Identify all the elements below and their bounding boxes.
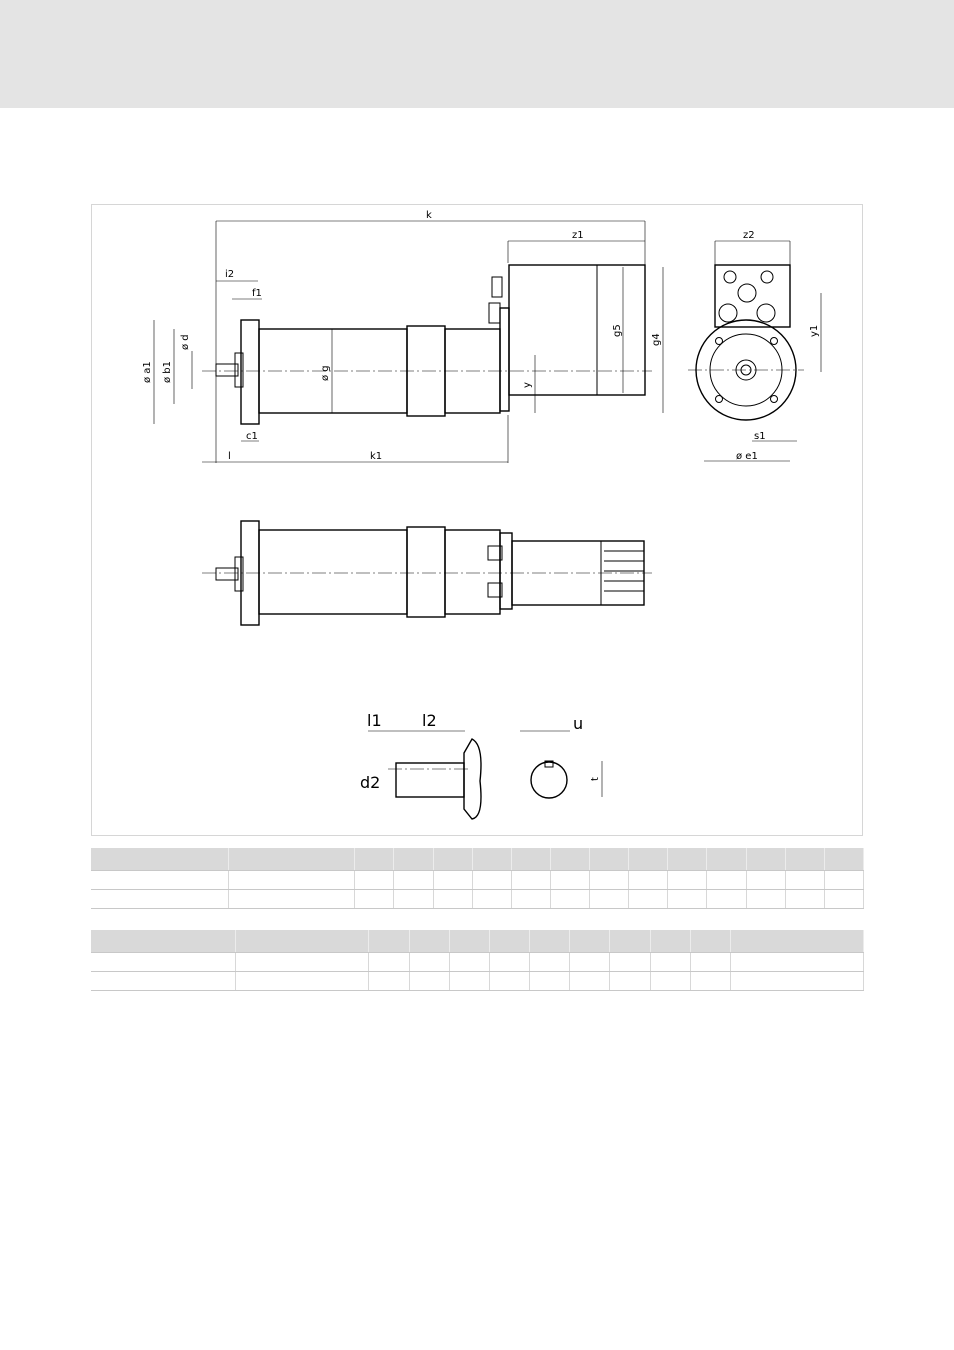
dim-g4: g4: [651, 333, 662, 346]
technical-drawing: [92, 205, 864, 837]
dim-g5: g5: [612, 324, 623, 337]
dim-z1: z1: [572, 230, 584, 241]
dim-l: l: [228, 451, 231, 462]
dim-b1: ø b1: [162, 360, 173, 383]
table-1: [91, 848, 864, 909]
dim-i2: i2: [225, 269, 235, 280]
dim-g: ø g: [320, 365, 331, 381]
table-row: [91, 953, 864, 972]
dim-y: y: [522, 382, 533, 388]
dim-a1: ø a1: [142, 361, 153, 383]
header-band: [0, 0, 954, 108]
dim-l1: l1: [367, 711, 382, 730]
table-2: [91, 930, 864, 991]
dim-s1: s1: [754, 431, 766, 442]
dim-u: u: [573, 714, 584, 733]
dim-z2: z2: [743, 230, 755, 241]
table-header-row: [91, 848, 864, 871]
table-header-row: [91, 930, 864, 953]
dim-f1: f1: [252, 288, 262, 299]
dim-e1: ø e1: [736, 451, 758, 462]
table-row: [91, 972, 864, 991]
table-row: [91, 890, 864, 909]
dim-t: t: [590, 777, 601, 781]
dim-c1: c1: [246, 431, 258, 442]
dim-d: ø d: [180, 334, 191, 350]
table-row: [91, 871, 864, 890]
drawing-frame: [91, 204, 863, 836]
dim-y1: y1: [809, 324, 820, 337]
dim-k: k: [426, 210, 432, 221]
dim-k1: k1: [370, 451, 383, 462]
dim-l2: l2: [422, 711, 437, 730]
dim-d2: d2: [360, 773, 381, 792]
